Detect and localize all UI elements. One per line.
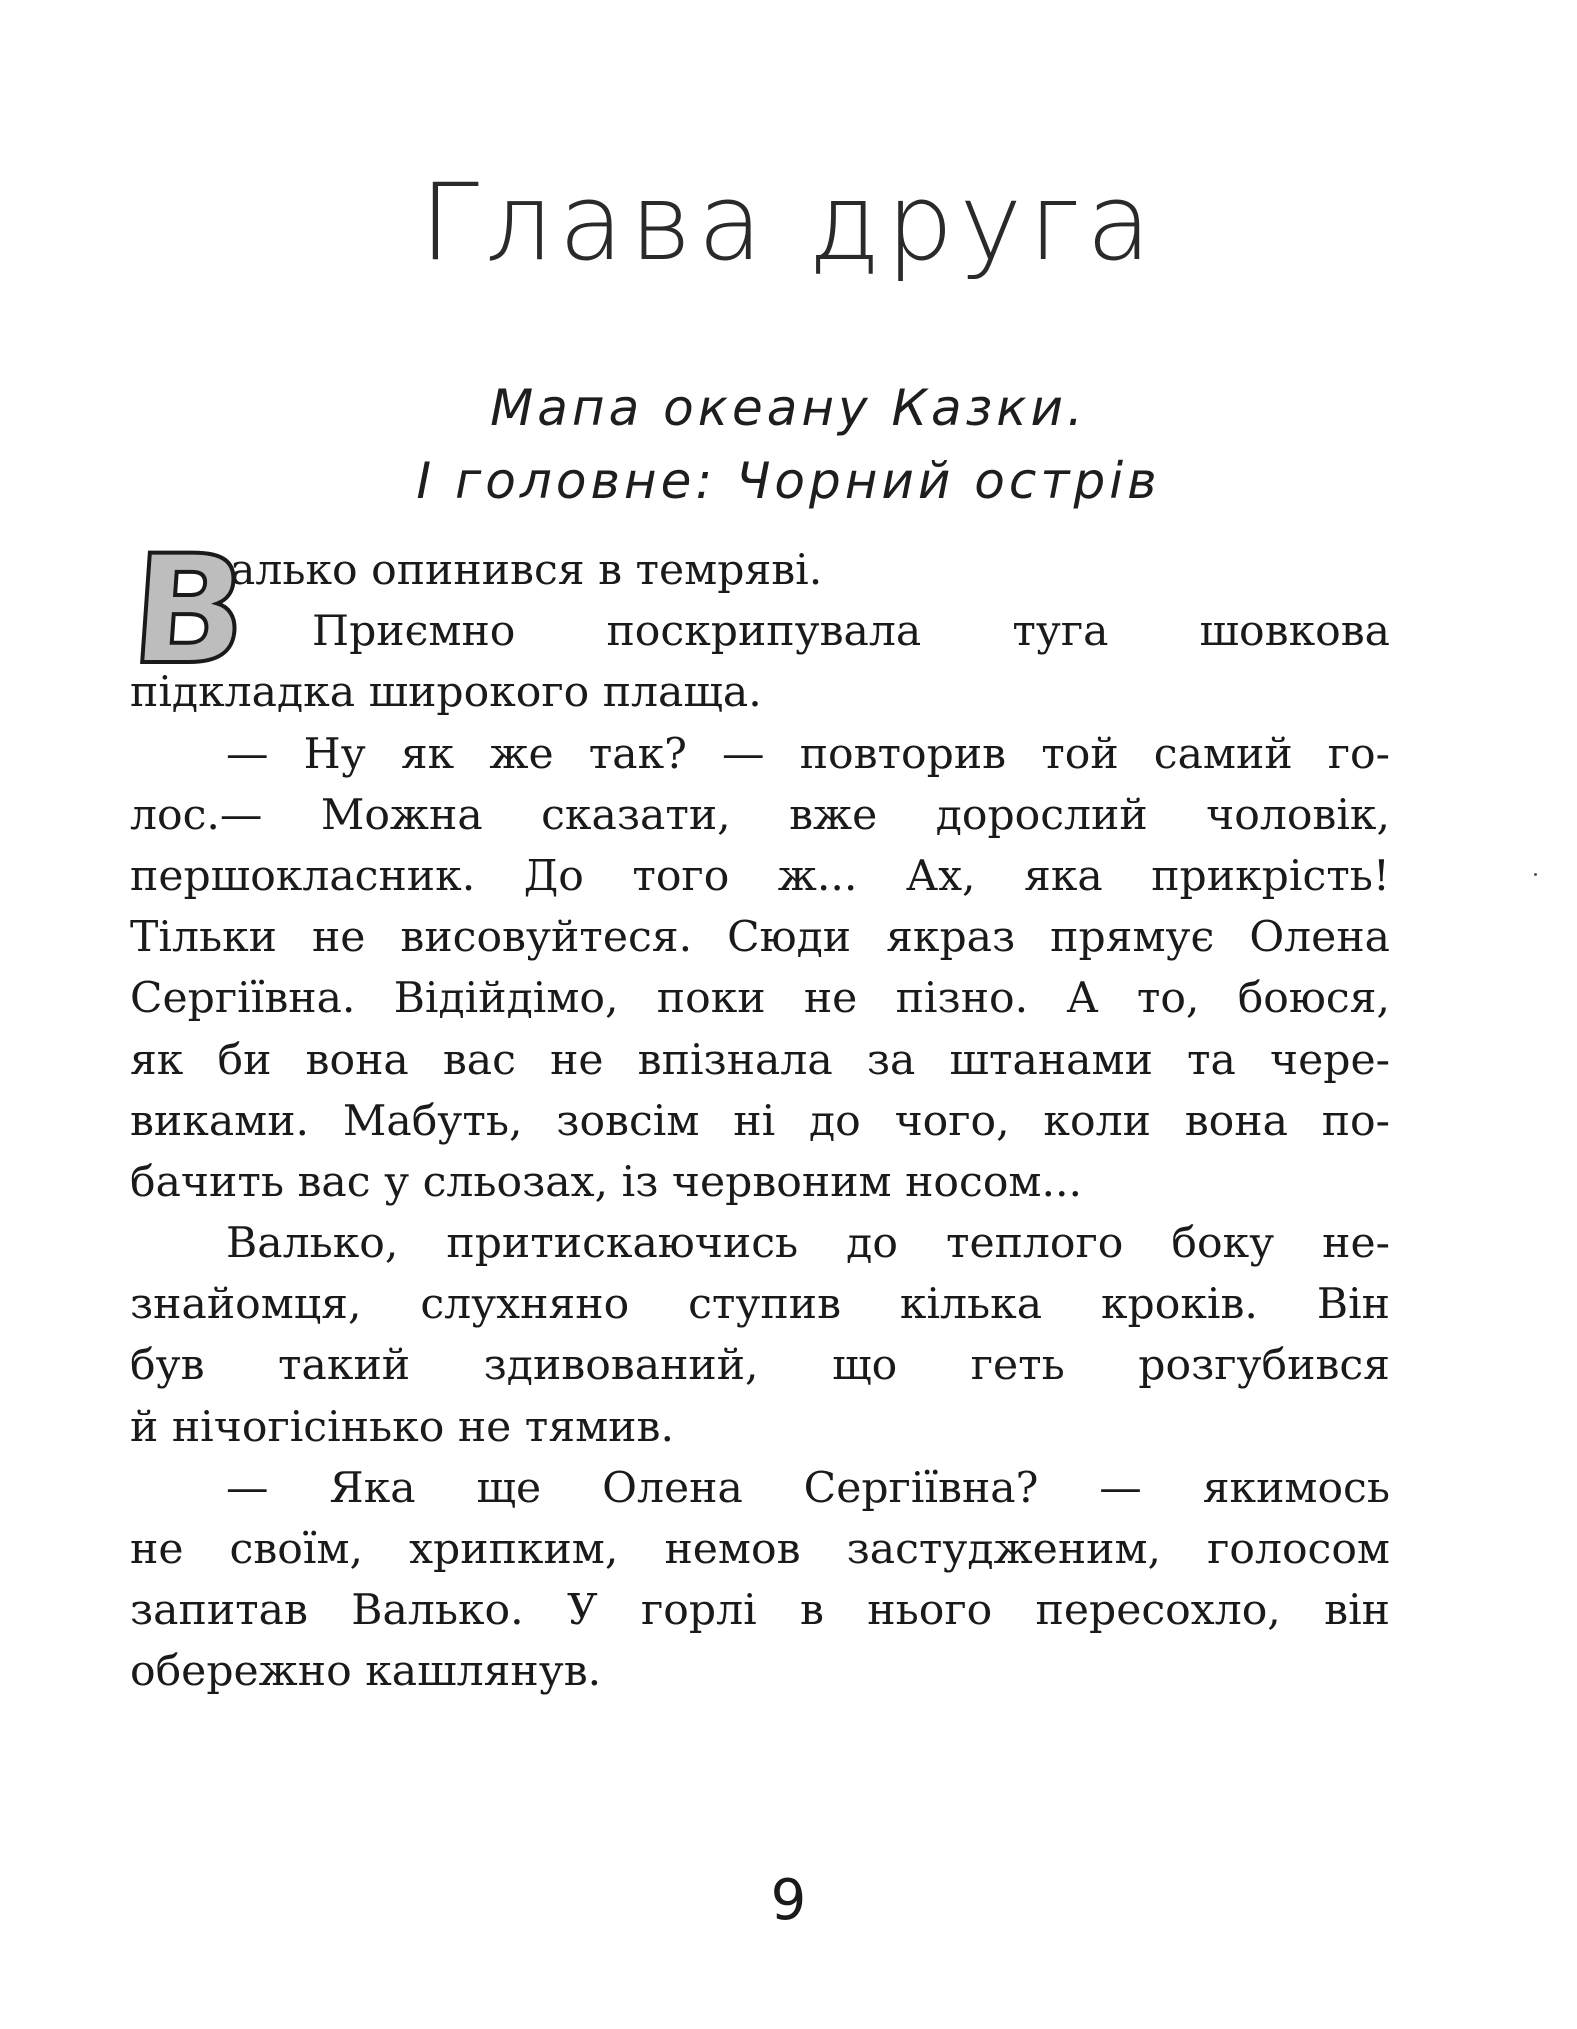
body-text <box>130 540 1390 1703</box>
scan-speck <box>1534 873 1537 876</box>
chapter-title: Глава друга <box>419 161 1158 284</box>
text-line: лос.— Можна сказати, вже дорослий чоловік, <box>130 790 1390 840</box>
text-line: першокласник. До того ж... Ах, яка прикрість! <box>130 851 1390 901</box>
text-line: Тільки не висовуйтеся. Сюди якраз прямує Олена <box>130 913 1390 963</box>
chapter-subtitle-line-2: І головне: Чорний острів <box>416 452 1161 510</box>
text-line: знайомця, слухняно ступив кілька кроків. Він <box>130 1280 1390 1330</box>
text-line: — Яка ще Олена Сергіївна? — якимось <box>226 1463 1390 1513</box>
text-line: Сергіївна. Відійдімо, поки не пізно. А то, боюся, <box>130 974 1390 1024</box>
chapter-subtitle-line-1: Мапа океану Казки. <box>490 379 1087 437</box>
text-line: алько опинився в темряві. <box>230 546 823 595</box>
text-line: й нічогісінько не тямив. <box>130 1402 674 1452</box>
text-line: Валько, притискаючись до теплого боку не- <box>226 1219 1390 1269</box>
page-number: 9 <box>770 1868 807 1933</box>
text-line: запитав Валько. У горлі в нього пересохло, він <box>130 1586 1390 1636</box>
text-line: підкладка широкого плаща. <box>130 668 762 718</box>
text-line: бачить вас у сльозах, із червоним носом... <box>130 1157 1082 1207</box>
text-line: був такий здивований, що геть розгубився <box>130 1341 1390 1391</box>
text-line: не своїм, хрипким, немов застудженим, голосом <box>130 1525 1390 1574</box>
drop-cap: В <box>125 524 253 698</box>
text-line: як би вона вас не впізнала за штанами та чере- <box>130 1035 1390 1085</box>
text-line: — Ну як же так? — повторив той самий го- <box>226 729 1390 779</box>
text-line: виками. Мабуть, зовсім ні до чого, коли вона по- <box>130 1096 1390 1146</box>
text-line: обережно кашлянув. <box>130 1647 602 1697</box>
text-line: Приємно поскрипувала туга шовкова <box>312 607 1390 657</box>
